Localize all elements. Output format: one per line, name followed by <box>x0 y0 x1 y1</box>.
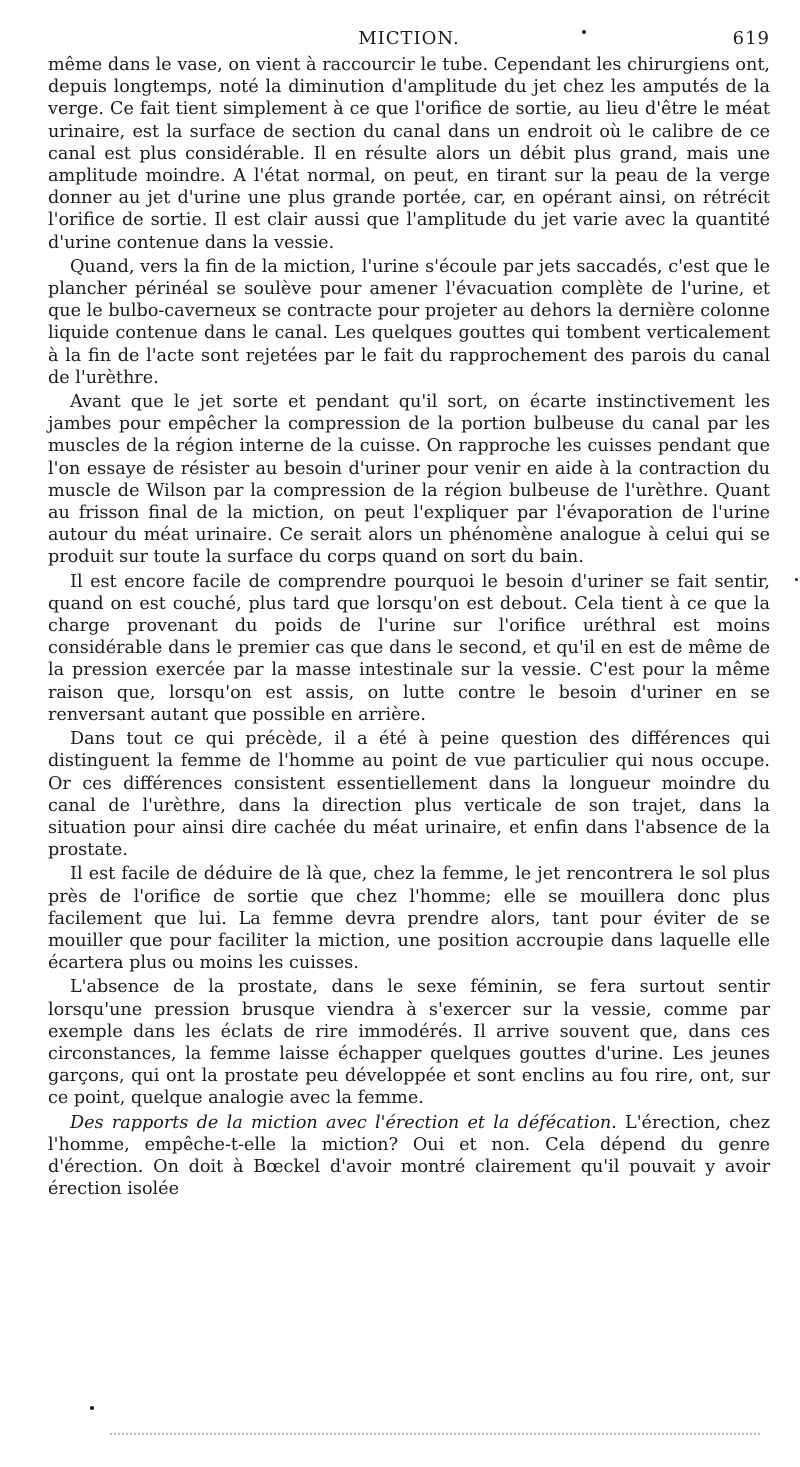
running-head <box>48 28 770 54</box>
paragraph: Il est encore facile de comprendre pourquoi le besoin d'uriner se fait sentir, quand on est couché, plus tard que lorsqu'on est debout. Cela tient à ce que la charge provenant du poids de l'urine sur l'orifice uréthral est moins considérable dans le premier cas que dans le second, et qu'il en est de même de la pression exercée par la masse intestinale sur la vessie. C'est pour la même raison que, lorsqu'on est assis, on lutte contre le besoin d'uriner en se renversant autant que possible en arrière. <box>48 571 770 725</box>
scan-noise-line <box>110 1433 760 1438</box>
section-text: L'érection, chez l'homme, empêche-t-elle la miction? Oui et non. Cela dépend du genre d'érection. On doit à Bœckel d'avoir montré clairement qu'il pouvait y avoir érection isolée <box>48 1112 770 1200</box>
page <box>48 28 770 1202</box>
page-number: 619 <box>732 28 770 49</box>
print-speck <box>90 1406 94 1410</box>
section-heading-italic: Des rapports de la miction avec l'érection et la défécation. <box>70 1112 617 1133</box>
body-text <box>48 54 770 1200</box>
paragraph: Avant que le jet sorte et pendant qu'il sort, on écarte instinctivement les jambes pour empêcher la compression de la portion bulbeuse du canal par les muscles de la région interne de la cuisse. On rapproche les cuisses pendant que l'on essaye de résister au besoin d'uriner pour venir en aide à la contraction du muscle de Wilson par la compression de la région bulbeuse de l'urèthre. Quant au frisson final de la miction, on peut l'expliquer par l'évaporation de l'urine autour du méat urinaire. Ce serait alors un phénomène analogue à celui qui se produit sur toute la surface du corps quand on sort du bain. <box>48 392 770 568</box>
paragraph: L'absence de la prostate, dans le sexe féminin, se fera surtout sentir lorsqu'une pression brusque viendra à s'exercer sur la vessie, comme par exemple dans les éclats de rire immodérés. Il arrive souvent que, dans ces circonstances, la femme laisse échapper quelques gouttes d'urine. Les jeunes garçons, qui ont la prostate peu développée et sont enclins au fou rire, ont, sur ce point, quelque analogie avec la femme. <box>48 977 770 1109</box>
paragraph: même dans le vase, on vient à raccourcir le tube. Cependant les chirurgiens ont, depuis longtemps, noté la diminution d'amplitude du jet chez les amputés de la verge. Ce fait tient simplement à ce que l'orifice de sortie, au lieu d'être le méat urinaire, est la surface de section du canal dans un endroit où le calibre de ce canal est plus considérable. Il en résulte alors un débit plus grand, mais une amplitude moindre. A l'état normal, on peut, en tirant sur la peau de la verge donner au jet d'urine une plus grande portée, car, en opérant ainsi, on rétrécit l'orifice de sortie. Il est clair aussi que l'amplitude du jet varie avec la quantité d'urine contenue dans la vessie. <box>48 55 770 253</box>
print-speck <box>795 578 798 581</box>
paragraph-section-lead <box>48 1112 770 1201</box>
running-title: MICTION. <box>358 28 460 49</box>
paragraph: Il est facile de déduire de là que, chez la femme, le jet rencontrera le sol plus près de l'orifice de sortie que chez l'homme; elle se mouillera donc plus facilement que lui. La femme devra prendre alors, tant pour éviter de se mouiller que pour faciliter la miction, une position accroupie dans laquelle elle écartera plus ou moins les cuisses. <box>48 864 770 974</box>
print-speck <box>582 30 586 34</box>
paragraph: Quand, vers la fin de la miction, l'urine s'écoule par jets saccadés, c'est que le plancher périnéal se soulève pour amener l'évacuation complète de l'urine, et que le bulbo-caverneux se contracte pour projeter au dehors la dernière colonne liquide contenue dans le canal. Les quelques gouttes qui tombent verticalement à la fin de l'acte sont rejetées par le fait du rapprochement des parois du canal de l'urèthre. <box>48 256 770 388</box>
paragraph: Dans tout ce qui précède, il a été à peine question des différences qui distinguent la femme de l'homme au point de vue particulier qui nous occupe. Or ces différences consistent essentiellement dans la longueur moindre du canal de l'urèthre, dans la direction plus verticale de son trajet, dans la situation pour ainsi dire cachée du méat urinaire, et enfin dans l'absence de la prostate. <box>48 729 770 861</box>
